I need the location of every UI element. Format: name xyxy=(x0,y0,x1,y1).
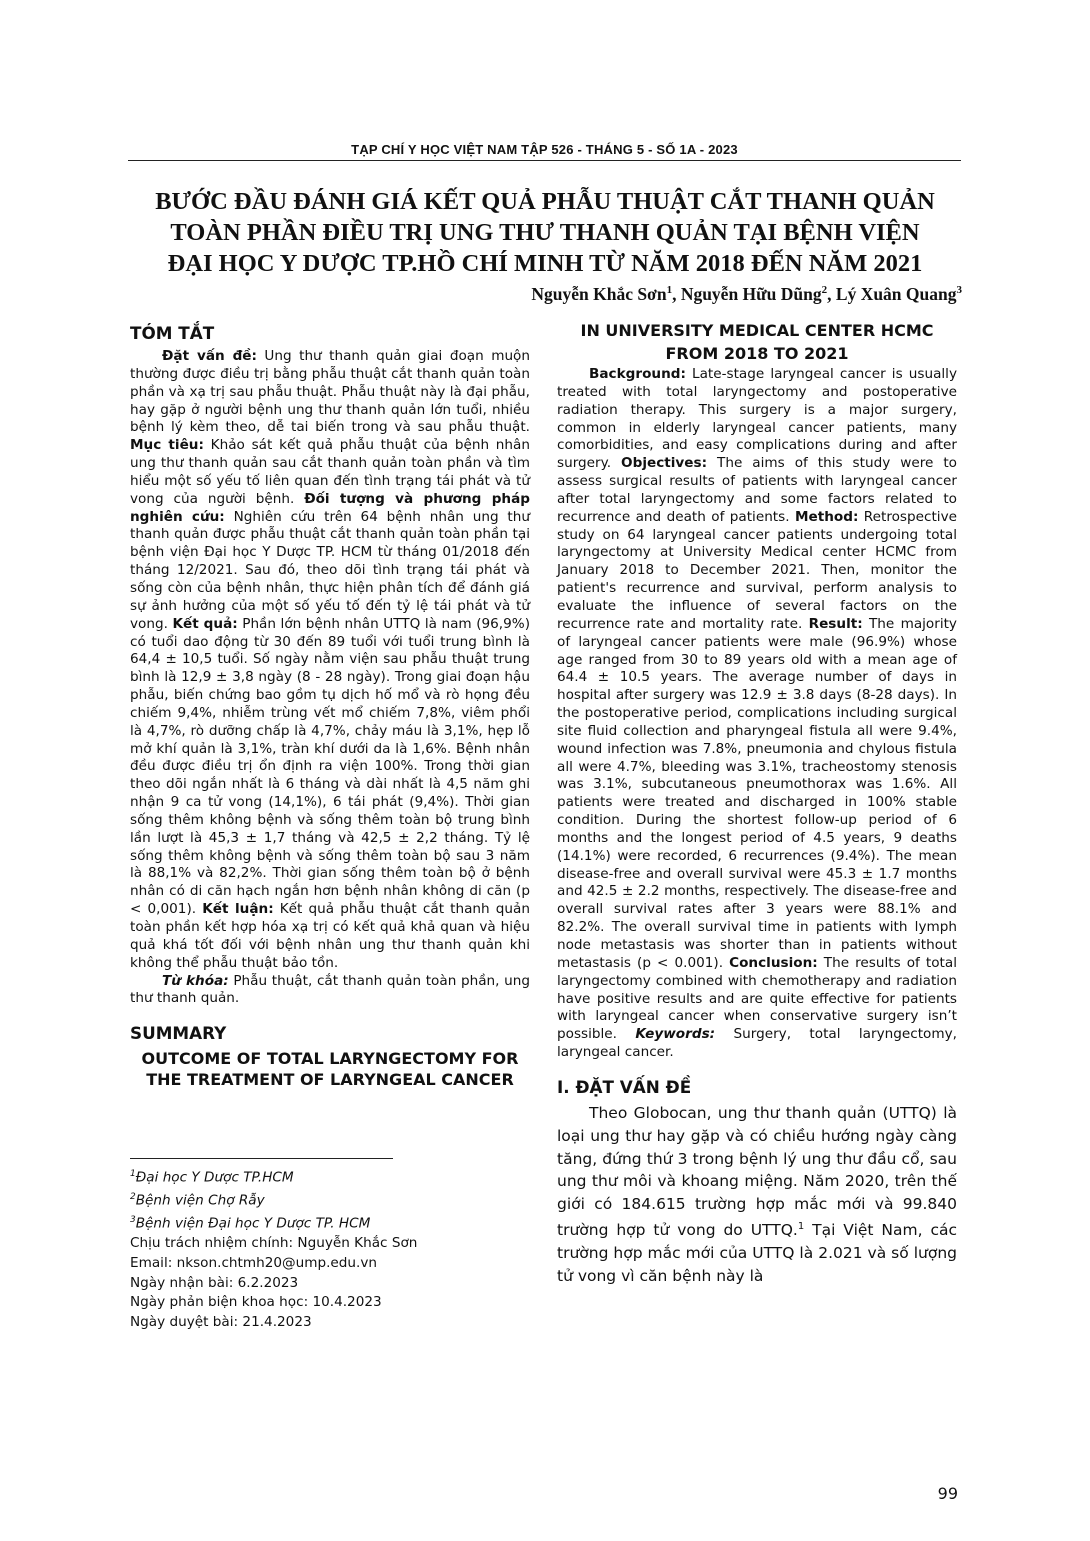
affiliation-2-text: Bệnh viện Chợ Rẫy xyxy=(135,1192,265,1209)
paper-title xyxy=(110,186,980,279)
summary-heading: SUMMARY xyxy=(130,1023,227,1044)
date-reviewed: Ngày phản biện khoa học: 10.4.2023 xyxy=(130,1294,382,1311)
author-3-affiliation: 3 xyxy=(956,284,962,297)
section-intro-heading: I. ĐẶT VẤN ĐỀ xyxy=(557,1076,692,1097)
text-objectives-en: The aims of this study were to assess surgical results of patients with laryngeal cancer after total laryngectomy and some factors related to recurrence and death of patients. xyxy=(557,455,957,525)
contact-email: Email: nkson.chtmh20@ump.edu.vn xyxy=(130,1254,378,1271)
right-column xyxy=(557,320,957,1287)
label-objectives: Mục tiêu: xyxy=(130,437,204,454)
text-results: Phần lớn bệnh nhân UTTQ là nam (96,9%) có tuổi dao động từ 30 đến 89 tuổi với tuổi trung bình là 64,4 ± 10,5 tuổi. Số ngày nằm viện sau phẫu thuật trung bình là 12,9 ± 3,8 ngày (8 - 28 ngày). Trong giai đoạn hậu phẫu, biến chứng bao gồm tụ dịch hố mổ và rò họng đều chiếm 9,4%, nhiễm trùng vết mổ chiếm 7,8%, viêm phổi là 4,7%, rò dưỡng chấp là 4,7%, chảy máu là 3,1%, hẹp lỗ mở khí quản là 3,1%, tràn khí dưới da là 1,6%. Bệnh nhân đều được điều trị ổn định ra viện 100%. Trong thời gian theo dõi ngắn nhất là 6 tháng và dài nhất là 4,5 năm ghi nhận 9 ca tử vong (14,1%), 6 tái phát (9,4%). Thời gian sống thêm không bệnh và sống thêm toàn bộ trung bình lần lượt là 45,3 ± 1,7 tháng và 42,5 ± 2,2 tháng. Tỷ lệ sống thêm không bệnh và sống thêm toàn bộ sau 3 năm là 88,1% và 82,2%. Thời gian sống thêm toàn bộ ở bệnh nhân có di căn hạch ngắn hơn bệnh nhân không di căn (p < 0,001). xyxy=(130,615,530,918)
footnote-rule xyxy=(130,1158,393,1159)
text-background-en: Late-stage laryngeal cancer is usually treated with total laryngectomy and postoperative radiation therapy. This surgery is a major surgery, common in elderly laryngeal cancer patients, many comorbidities, and easy complications during and after surgery. xyxy=(557,366,957,472)
date-accepted: Ngày duyệt bài: 21.4.2023 xyxy=(130,1313,312,1330)
text-method-en: Retrospective study on 64 laryngeal cancer patients undergoing total laryngectomy at University Medical center HCMC from January 2018 to December 2021. Then, monitor the patient's recurrence and survival, perform analysis to evaluate the influence of several factors on the recurrence rate and mortality rate. xyxy=(557,508,957,632)
abstract-en-text xyxy=(557,366,957,1062)
author-2: Nguyễn Hữu Dũng xyxy=(680,284,822,304)
journal-header: TẠP CHÍ Y HỌC VIỆT NAM TẬP 526 - THÁNG 5 - SỐ 1A - 2023 xyxy=(351,142,738,157)
text-conclusion-en: The results of total laryngectomy combined with chemotherapy and radiation have positive results and are quite effective for patients with laryngeal cancer when conservative surgery isn’t possible. xyxy=(557,954,957,1043)
label-conclusion-en: Conclusion: xyxy=(729,954,818,971)
label-method: Đối tượng và phương pháp nghiên cứu: xyxy=(130,490,531,525)
text-method: Nghiên cứu trên 64 bệnh nhân ung thư thanh quản được phẫu thuật cắt thanh quản toàn phần tại bệnh viện Đại học Y Dược TP. HCM từ tháng 01/2018 đến tháng 12/2021. Sau đó, theo dõi tình trạng tái phát và sống còn của bệnh nhân, thực hiện phân tích để đánh giá sự ảnh hưởng của một số yếu tố đến tỷ lệ tái phát và tử vong. xyxy=(130,508,530,632)
page-number: 99 xyxy=(937,1484,958,1503)
text-results-en: The majority of laryngeal cancer patients were male (96.9%) whose age ranged from 30 to 89 years old with a mean age of 64.4 ± 10.5 years. The average number of days in hospital after surgery was 12.9 ± 3.8 days (8-28 days). In the postoperative period, complications including surgical site fluid collection and pharyngeal fistula all were 9.4%, wound infection was 7.8%, pneumonia and chylous fistula all were 4.7%, bleeding was 3.1%, tracheostomy stenosis was 3.1%, subcutaneous pneumothorax was 1.6%. All patients were treated and discharged in 100% stable condition. During the shortest follow-up period of 6 months and the longest period of 4.5 years, 9 deaths (14.1%) were recorded, 6 recurrences (9.4%). The mean disease-free and overall survival were 45.3 ± 1.7 months and 42.5 ± 2.2 months, respectively. The disease-free and overall survival rates after 3 years were 88.1% and 82.2%. The overall survival time in patients with lymph node metastasis was shorter than in patients without metastasis (p < 0.001). xyxy=(557,615,957,971)
text-conclusion: Kết quả phẫu thuật cắt thanh quản toàn phần kết hợp hóa xạ trị có kết quả khả quan và hiệu quả khá tốt đối với bệnh nhân ung thư thanh quản khi không thể phẫu thuật bảo tồn. xyxy=(130,901,530,971)
summary-title-part-2-line-1: IN UNIVERSITY MEDICAL CENTER HCMC xyxy=(580,321,934,340)
author-separator: , xyxy=(827,284,836,304)
citation-ref: 1 xyxy=(797,1220,805,1232)
header-rule xyxy=(128,160,961,161)
left-column xyxy=(130,322,530,1092)
text-objectives: Khảo sát kết quả phẫu thuật của bệnh nhân ung thư thanh quản sau cắt thanh quản toàn phần và tìm hiểu một số yếu tố liên quan đến tình trạng tái phát và tử vong của người bệnh. xyxy=(130,437,530,507)
text-keywords: Phẫu thuật, cắt thanh quản toàn phần, ung thư thanh quản. xyxy=(130,972,530,1007)
author-1: Nguyễn Khắc Sơn xyxy=(531,284,667,304)
responsible-author: Chịu trách nhiệm chính: Nguyễn Khắc Sơn xyxy=(130,1235,418,1252)
author-separator: , xyxy=(672,284,681,304)
label-objectives-en: Objectives: xyxy=(621,455,708,472)
affiliation-1 xyxy=(130,1165,530,1188)
footnotes xyxy=(130,1165,530,1332)
label-method-en: Method: xyxy=(794,508,859,525)
label-background: Đặt vấn đề: xyxy=(162,348,257,364)
author-2-affiliation: 2 xyxy=(821,284,828,297)
title-line-1: BƯỚC ĐẦU ĐÁNH GIÁ KẾT QUẢ PHẪU THUẬT CẮT THANH QUẢN xyxy=(155,188,935,215)
label-keywords: Từ khóa: xyxy=(162,972,229,989)
text-background: Ung thư thanh quản giai đoạn muộn thường được điều trị bằng phẫu thuật cắt thanh quản toàn phần và xạ trị sau phẫu thuật. Phẫu thuật này là đại phẫu, hay gặp ở người bệnh ung thư thanh quản lớn tuổi, nhiều bệnh lý kèm theo, dễ tai biến trong và sau phẫu thuật. xyxy=(130,348,530,436)
intro-text-1: Theo Globocan, ung thư thanh quản (UTTQ) là loại ung thư hay gặp và có chiều hướng ngày càng tăng, đứng thứ 3 trong bệnh lý ung thư đầu cổ, sau ung thư môi và khoang miệng. Năm 2020, trên thế giới có 184.615 trường hợp mắc mới và 99.840 trường hợp tử vong do UTTQ. xyxy=(557,1103,957,1240)
abstract-vi-text xyxy=(130,348,530,973)
affiliation-3 xyxy=(130,1211,530,1234)
author-3: Lý Xuân Quang xyxy=(835,284,957,304)
title-line-3: ĐẠI HỌC Y DƯỢC TP.HỒ CHÍ MINH TỪ NĂM 2018 ĐẾN NĂM 2021 xyxy=(167,250,923,277)
label-background-en: Background: xyxy=(589,366,686,382)
affiliation-1-number: 1 xyxy=(130,1169,136,1179)
summary-title-part-1: OUTCOME OF TOTAL LARYNGECTOMY FOR THE TREATMENT OF LARYNGEAL CANCER xyxy=(141,1049,519,1090)
date-received: Ngày nhận bài: 6.2.2023 xyxy=(130,1274,299,1291)
affiliation-2-number: 2 xyxy=(130,1192,136,1203)
text-keywords-en: Surgery, total laryngectomy, laryngeal cancer. xyxy=(557,1026,957,1061)
keywords-vi xyxy=(130,973,530,1009)
affiliation-2 xyxy=(130,1188,530,1211)
abstract-heading: TÓM TẮT xyxy=(130,323,215,343)
title-line-2: TOÀN PHẦN ĐIỀU TRỊ UNG THƯ THANH QUẢN TẠI BỆNH VIỆN xyxy=(170,219,920,246)
affiliation-3-text: Bệnh viện Đại học Y Dược TP. HCM xyxy=(135,1215,371,1232)
intro-text-2: Tại Việt Nam, các trường hợp mắc mới của UTTQ là 2.021 và số lượng tử vong vì căn bệnh này là xyxy=(557,1221,957,1285)
summary-title-part-2-line-2: FROM 2018 TO 2021 xyxy=(665,344,849,363)
label-conclusion: Kết luận: xyxy=(202,901,274,918)
label-keywords-en: Keywords: xyxy=(635,1026,716,1043)
label-results-en: Result: xyxy=(808,615,863,632)
affiliation-3-number: 3 xyxy=(130,1215,136,1226)
intro-paragraph xyxy=(557,1102,957,1288)
author-1-affiliation: 1 xyxy=(666,284,673,297)
affiliation-1-text: Đại học Y Dược TP.HCM xyxy=(135,1169,294,1186)
author-list xyxy=(531,284,962,305)
label-results: Kết quả: xyxy=(172,615,238,632)
